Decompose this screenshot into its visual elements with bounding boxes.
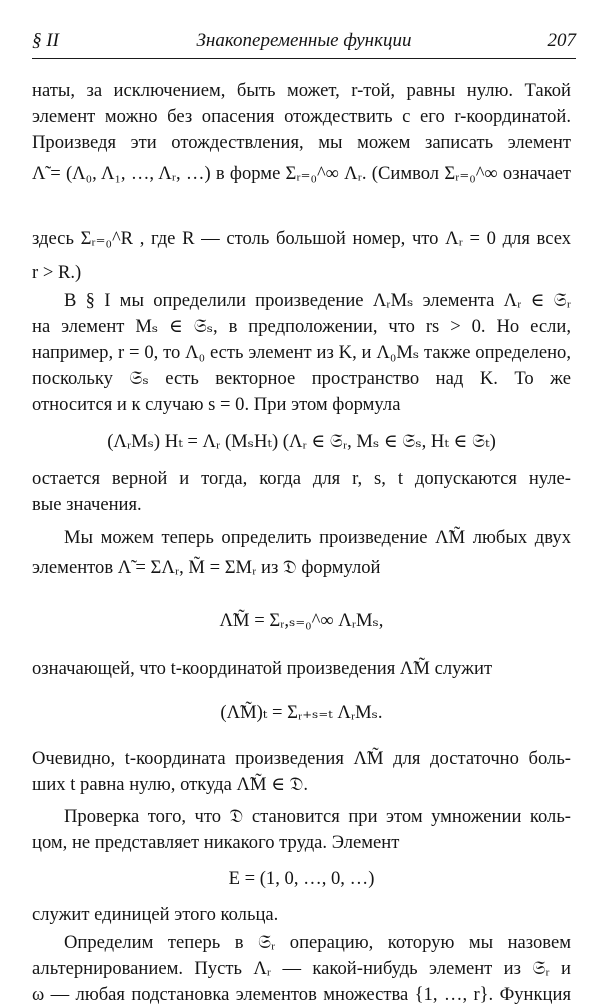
text-line: цом, не представляет никакого труда. Элемент: [32, 832, 400, 853]
text-line: альтернированием. Пусть Λᵣ — какой-нибудь элемент из 𝔖ᵣ и: [32, 958, 571, 979]
section-label: § II: [32, 30, 59, 51]
text-line: вые значения.: [32, 494, 142, 515]
text-line: служит единицей этого кольца.: [32, 904, 279, 925]
text-line: на элемент Mₛ ∈ 𝔖ₛ, в предположении, что rs > 0. Но если,: [32, 316, 571, 337]
formula-line: здесь Σᵣ₌₀^R , где R — столь большой номер, что Λᵣ = 0 для всех: [32, 228, 571, 249]
text-line: r > R.): [32, 262, 82, 283]
display-formula: (Λ̃M̃)ₜ = Σᵣ₊ₛ₌ₜ ΛᵣMₛ.: [220, 702, 383, 723]
text-line: ω — любая подстановка элементов множества {1, …, r}. Функция: [32, 984, 571, 1005]
text-line: ших t равна нулю, откуда Λ̃M̃ ∈ 𝔇.: [32, 774, 309, 795]
text-line: В § I мы определили произведение ΛᵣMₛ элемента Λᵣ ∈ 𝔖ᵣ: [64, 290, 571, 311]
page-number: 207: [547, 30, 576, 51]
text-line: Мы можем теперь определить произведение Λ̃M̃ любых двух: [64, 527, 571, 548]
header-rule: [32, 58, 576, 59]
display-formula: (ΛᵣMₛ) Hₜ = Λᵣ (MₛHₜ) (Λᵣ ∈ 𝔖ᵣ, Mₛ ∈ 𝔖ₛ, Hₜ ∈ 𝔖ₜ): [107, 431, 496, 452]
display-formula: Λ̃M̃ = Σᵣ,ₛ₌₀^∞ ΛᵣMₛ,: [219, 610, 384, 631]
display-formula: E = (1, 0, …, 0, …): [228, 868, 375, 889]
text-line: Определим теперь в 𝔖ᵣ операцию, которую мы назовем: [64, 932, 571, 953]
text-line: Очевидно, t-координата произведения Λ̃M̃ для достаточно боль-: [32, 748, 571, 769]
text-line: означающей, что t-координатой произведения Λ̃M̃ служит: [32, 658, 493, 679]
text-line: элементов Λ̃ = ΣΛᵣ, M̃ = ΣMᵣ из 𝔇 формулой: [32, 557, 381, 578]
running-header: [32, 30, 576, 58]
text-line: Проверка того, что 𝔇 становится при этом умножении коль-: [64, 806, 571, 827]
header-title: Знакопеременные функции: [196, 30, 412, 51]
text-line: Произведя эти отождествления, мы можем записать элемент: [32, 132, 571, 153]
text-line: остается верной и тогда, когда для r, s, t допускаются нуле-: [32, 468, 571, 489]
formula-line: Λ̃ = (Λ₀, Λ₁, …, Λᵣ, …) в форме Σᵣ₌₀^∞ Λᵣ. (Символ Σᵣ₌₀^∞ означает: [32, 163, 571, 184]
text-line: наты, за исключением, быть может, r-той, равны нулю. Такой: [32, 80, 571, 101]
text-line: поскольку 𝔖ₛ есть векторное пространство над K. То же: [32, 368, 571, 389]
text-line: элемент можно без опасения отождествить с его r-координатой.: [32, 106, 571, 127]
text-line: например, r = 0, то Λ₀ есть элемент из K, и Λ₀Mₛ также определено,: [32, 342, 571, 363]
text-line: относится и к случаю s = 0. При этом формула: [32, 394, 401, 415]
